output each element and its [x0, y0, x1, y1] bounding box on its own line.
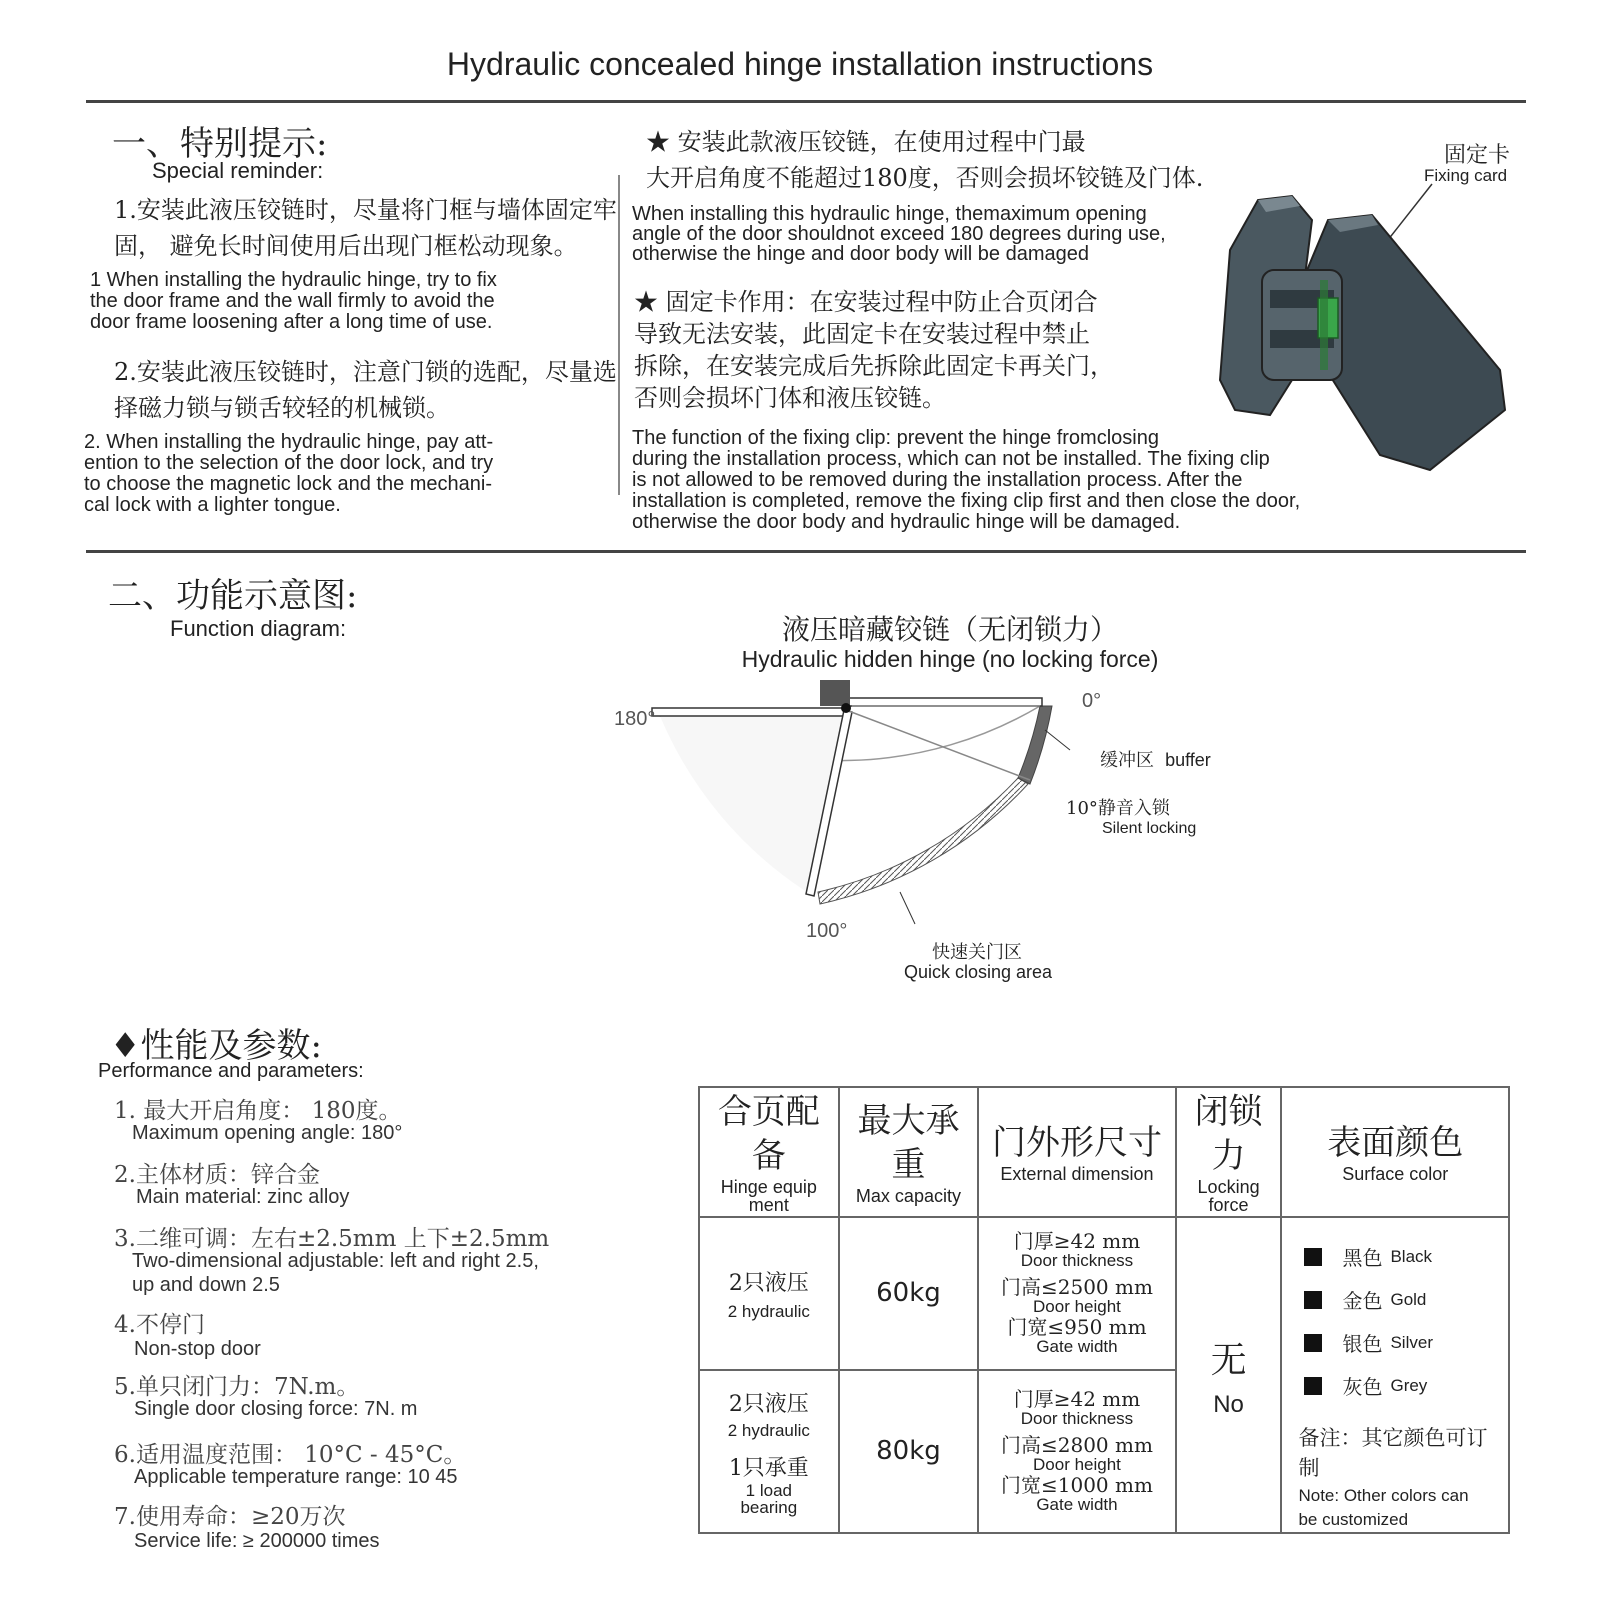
- hinge-illustration: [1200, 180, 1520, 500]
- reminder-1-en-line: 1 When installing the hydraulic hinge, try to fix: [90, 269, 497, 291]
- door-height-cn: 门高≤2500 mm: [1000, 1275, 1153, 1300]
- reminder-1-cn-line: 固， 避免长时间使用后出现门框松动现象。: [114, 232, 578, 260]
- header-cn: 门外形尺寸: [991, 1123, 1162, 1163]
- row2-dimension: [978, 1370, 1175, 1533]
- note-2-en-line: is not allowed to be removed during the installation process. After the: [632, 469, 1243, 491]
- page-title: Hydraulic concealed hinge installation instructions: [446, 46, 1154, 82]
- param-4-en: Non-stop door: [134, 1338, 261, 1360]
- diagram-title-en: Hydraulic hidden hinge (no locking force): [741, 646, 1159, 672]
- door-height-cn: 门高≤2800 mm: [1000, 1433, 1153, 1458]
- param-3-en-line2: up and down 2.5: [132, 1274, 280, 1296]
- header-locking-force: [1176, 1087, 1282, 1217]
- reminder-1-en-line: the door frame and the wall firmly to avoid the: [90, 290, 495, 312]
- param-6-cn: 6.适用温度范围： 10°C - 45°C。: [114, 1442, 467, 1468]
- quick-closing-label-en: Quick closing area: [904, 962, 1053, 982]
- reminder-1-cn-line: 1.安装此液压铰链时，尽量将门框与墙体固定牢: [114, 196, 617, 224]
- door-thickness-cn: 门厚≥42 mm: [1013, 1229, 1141, 1254]
- color-cn: 银色: [1342, 1332, 1383, 1356]
- angle-100-label: 100°: [806, 920, 848, 942]
- reminder-2-en-line: ention to the selection of the door lock, and try: [84, 452, 494, 474]
- row2-capacity: 80kg: [839, 1370, 979, 1533]
- table-header-row: [699, 1087, 1509, 1217]
- color-option-gold: [1304, 1285, 1506, 1314]
- reminder-2-cn-line: 2.安装此液压铰链时，注意门锁的选配，尽量选: [114, 358, 617, 386]
- locking-force-cn: 无: [1210, 1339, 1247, 1381]
- reminder-2-en: [84, 432, 493, 516]
- color-note-en: Note: Other colors can: [1298, 1486, 1469, 1505]
- middle-divider: [86, 550, 1526, 553]
- param-3-cn: 3.二维可调：左右±2.5mm 上下±2.5mm: [114, 1226, 550, 1252]
- header-en: force: [1208, 1195, 1249, 1215]
- header-external-dimension: [978, 1087, 1175, 1217]
- equipment-en: 2 hydraulic: [727, 1420, 810, 1440]
- equipment-cn: 2只液压: [728, 1271, 809, 1297]
- door-thickness-cn: 门厚≥42 mm: [1013, 1387, 1141, 1412]
- surface-color-cell: [1281, 1217, 1509, 1533]
- reminder-1-en: [90, 270, 497, 333]
- note-2-en-line: during the installation process, which can not be installed. The fixing clip: [632, 448, 1270, 470]
- section1-heading-cn: 一、特别提示:: [112, 124, 328, 164]
- fixing-card-label-en: Fixing card: [1424, 166, 1508, 185]
- reminder-2-en-line: 2. When installing the hydraulic hinge, pay att-: [84, 431, 494, 453]
- param-1-cn: 1. 最大开启角度： 180度。: [114, 1098, 402, 1124]
- equipment-en: 1 load: [745, 1480, 792, 1500]
- table-row: [699, 1217, 1509, 1370]
- param-5-cn: 5.单只闭门力：7N.m。: [114, 1374, 360, 1400]
- color-cn: 金色: [1342, 1289, 1383, 1313]
- row1-dimension: [978, 1217, 1175, 1370]
- color-cn: 灰色: [1342, 1375, 1383, 1399]
- reminder-2-en-line: cal lock with a lighter tongue.: [84, 494, 341, 516]
- gate-width-cn: 门宽≤1000 mm: [1000, 1473, 1153, 1498]
- color-swatch: [1304, 1248, 1322, 1266]
- note-2-en-line: The function of the fixing clip: prevent the hinge fromclosing: [632, 427, 1159, 449]
- gate-width-cn: 门宽≤950 mm: [1007, 1315, 1147, 1340]
- header-en: External dimension: [1000, 1164, 1154, 1184]
- fixing-card-label-cn: 固定卡: [1444, 143, 1511, 168]
- door-thickness-en: Door thickness: [1020, 1251, 1134, 1271]
- header-max-capacity: [839, 1087, 979, 1217]
- reminder-2-cn: [114, 354, 617, 426]
- color-option-silver: [1304, 1328, 1506, 1357]
- note-1-cn: [646, 124, 1203, 196]
- param-1-en: Maximum opening angle: 180°: [132, 1122, 403, 1144]
- header-cn: 表面颜色: [1327, 1123, 1464, 1163]
- header-surface-color: [1281, 1087, 1509, 1217]
- header-en: Max capacity: [855, 1186, 961, 1206]
- color-swatch: [1304, 1377, 1322, 1395]
- note-2-en-line: installation is completed, remove the fixing clip first and then close the door,: [632, 490, 1301, 512]
- quick-closing-label-cn: 快速关门区: [932, 942, 1022, 963]
- note-1-cn-line: ★ 安装此款液压铰链，在使用过程中门最: [646, 128, 1086, 156]
- header-cn: 最大承重: [857, 1101, 960, 1185]
- locking-force-en: No: [1213, 1390, 1244, 1418]
- param-4-cn: 4.不停门: [114, 1312, 205, 1338]
- color-en: Silver: [1390, 1332, 1433, 1352]
- column-divider: [618, 175, 620, 495]
- note-1-en-line: otherwise the hinge and door body will be damaged: [632, 243, 1089, 265]
- color-note: [1298, 1422, 1506, 1530]
- reminder-2-cn-line: 择磁力锁与锁舌较轻的机械锁。: [114, 394, 450, 422]
- header-en: Hinge equip: [720, 1177, 817, 1197]
- silent-locking-label-en: Silent locking: [1102, 820, 1197, 837]
- header-hinge-equipment: [699, 1087, 839, 1217]
- section2-heading-en: Function diagram:: [170, 616, 347, 641]
- note-2-en-line: otherwise the door body and hydraulic hinge will be damaged.: [632, 511, 1181, 533]
- color-note-en: be customized: [1298, 1510, 1409, 1529]
- color-note-cn: 备注：其它颜色可订制: [1298, 1426, 1488, 1480]
- buffer-label: [1100, 746, 1211, 772]
- header-en: ment: [748, 1195, 789, 1215]
- params-heading-en: Performance and parameters:: [98, 1060, 364, 1082]
- reminder-1-cn: [114, 192, 617, 264]
- door-thickness-en: Door thickness: [1020, 1409, 1134, 1429]
- equipment-cn: 1只承重: [728, 1455, 809, 1481]
- gate-width-en: Gate width: [1036, 1337, 1118, 1357]
- row2-equipment: [699, 1370, 839, 1533]
- note-2-cn-line: 否则会损坏门体和液压铰链。: [634, 384, 946, 412]
- note-1-en-line: When installing this hydraulic hinge, themaximum opening: [632, 203, 1147, 225]
- header-en: Surface color: [1342, 1164, 1449, 1184]
- equipment-cn: 2只液压: [728, 1391, 809, 1417]
- note-2-cn-line: 拆除，在安装完成后先拆除此固定卡再关门，: [634, 352, 1114, 380]
- color-option-grey: [1304, 1371, 1506, 1400]
- section2-heading-cn: 二、功能示意图:: [108, 576, 358, 616]
- buffer-label-en: buffer: [1165, 750, 1211, 770]
- angle-180-label: 180°: [614, 708, 656, 730]
- equipment-en: bearing: [740, 1497, 798, 1517]
- color-en: Black: [1390, 1246, 1433, 1266]
- note-2-cn-line: ★ 固定卡作用：在安装过程中防止合页闭合: [634, 288, 1098, 316]
- note-2-cn: [634, 286, 1114, 414]
- equipment-en: 2 hydraulic: [727, 1302, 810, 1322]
- param-2-cn: 2.主体材质：锌合金: [114, 1162, 320, 1188]
- silent-locking-label-cn: 10°静音入锁: [1066, 798, 1170, 819]
- row1-capacity: 60kg: [839, 1217, 979, 1370]
- color-cn: 黑色: [1342, 1246, 1383, 1270]
- color-option-black: [1304, 1242, 1506, 1271]
- color-en: Grey: [1390, 1375, 1428, 1395]
- section1-heading-en: Special reminder:: [152, 158, 324, 183]
- reminder-1-en-line: door frame loosening after a long time of use.: [90, 311, 493, 333]
- color-en: Gold: [1390, 1289, 1427, 1309]
- param-5-en: Single door closing force: 7N. m: [134, 1398, 418, 1420]
- row1-equipment: [699, 1217, 839, 1370]
- gate-width-en: Gate width: [1036, 1495, 1118, 1515]
- door-height-en: Door height: [1033, 1297, 1121, 1317]
- param-6-en: Applicable temperature range: 10 45: [134, 1466, 458, 1488]
- param-7-cn: 7.使用寿命：≥20万次: [114, 1504, 346, 1530]
- locking-force-cell: [1176, 1217, 1282, 1533]
- note-1-en-line: angle of the door shouldnot exceed 180 degrees during use,: [632, 223, 1166, 245]
- header-en: Locking: [1197, 1177, 1260, 1197]
- note-1-cn-line: 大开启角度不能超过180度，否则会损坏铰链及门体.: [646, 164, 1204, 192]
- header-cn: 闭锁力: [1194, 1092, 1263, 1176]
- params-heading-cn: ♦性能及参数:: [110, 1026, 322, 1066]
- color-swatch: [1304, 1334, 1322, 1352]
- angle-0-label: 0°: [1082, 690, 1102, 712]
- note-1-en: [632, 204, 1166, 264]
- top-divider: [86, 100, 1526, 103]
- param-2-en: Main material: zinc alloy: [136, 1186, 350, 1208]
- door-height-en: Door height: [1033, 1455, 1121, 1475]
- header-cn: 合页配备: [717, 1092, 820, 1176]
- param-3-en: Two-dimensional adjustable: left and right 2.5,: [132, 1250, 539, 1272]
- reminder-2-en-line: to choose the magnetic lock and the mechani-: [84, 473, 493, 495]
- spec-table: [698, 1086, 1510, 1534]
- buffer-label-cn: 缓冲区: [1100, 750, 1154, 771]
- note-2-cn-line: 导致无法安装，此固定卡在安装过程中禁止: [634, 320, 1090, 348]
- diagram-title-cn: 液压暗藏铰链（无闭锁力）: [781, 613, 1118, 646]
- param-7-en: Service life: ≥ 200000 times: [134, 1530, 380, 1552]
- color-swatch: [1304, 1291, 1322, 1309]
